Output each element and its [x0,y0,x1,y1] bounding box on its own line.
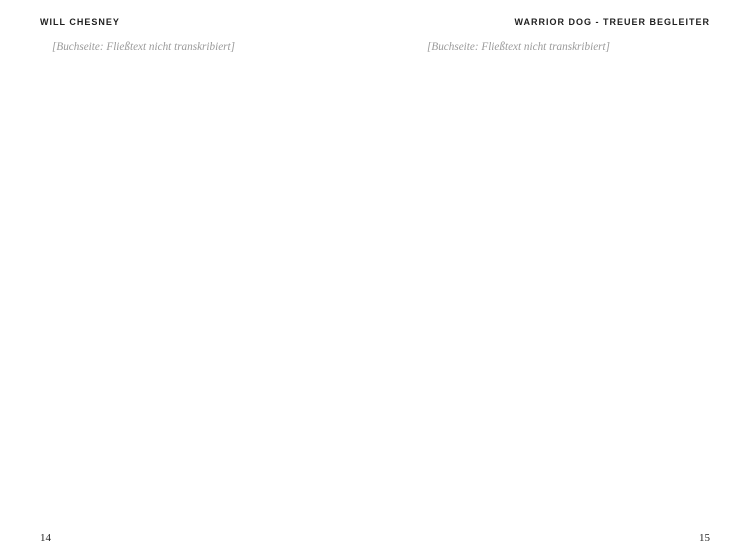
left-page-number: 14 [40,532,51,544]
left-text-placeholder: [Buchseite: Fließtext nicht transkribiert] [52,41,235,53]
left-page-body [40,40,335,56]
right-text-placeholder: [Buchseite: Fließtext nicht transkribiert] [427,41,610,53]
right-page-number: 15 [699,532,710,544]
left-running-head: WILL CHESNEY [40,17,120,27]
right-running-head: WARRIOR DOG - TREUER BEGLEITER [514,17,710,27]
right-page-body [415,40,710,56]
right-page [375,0,750,556]
